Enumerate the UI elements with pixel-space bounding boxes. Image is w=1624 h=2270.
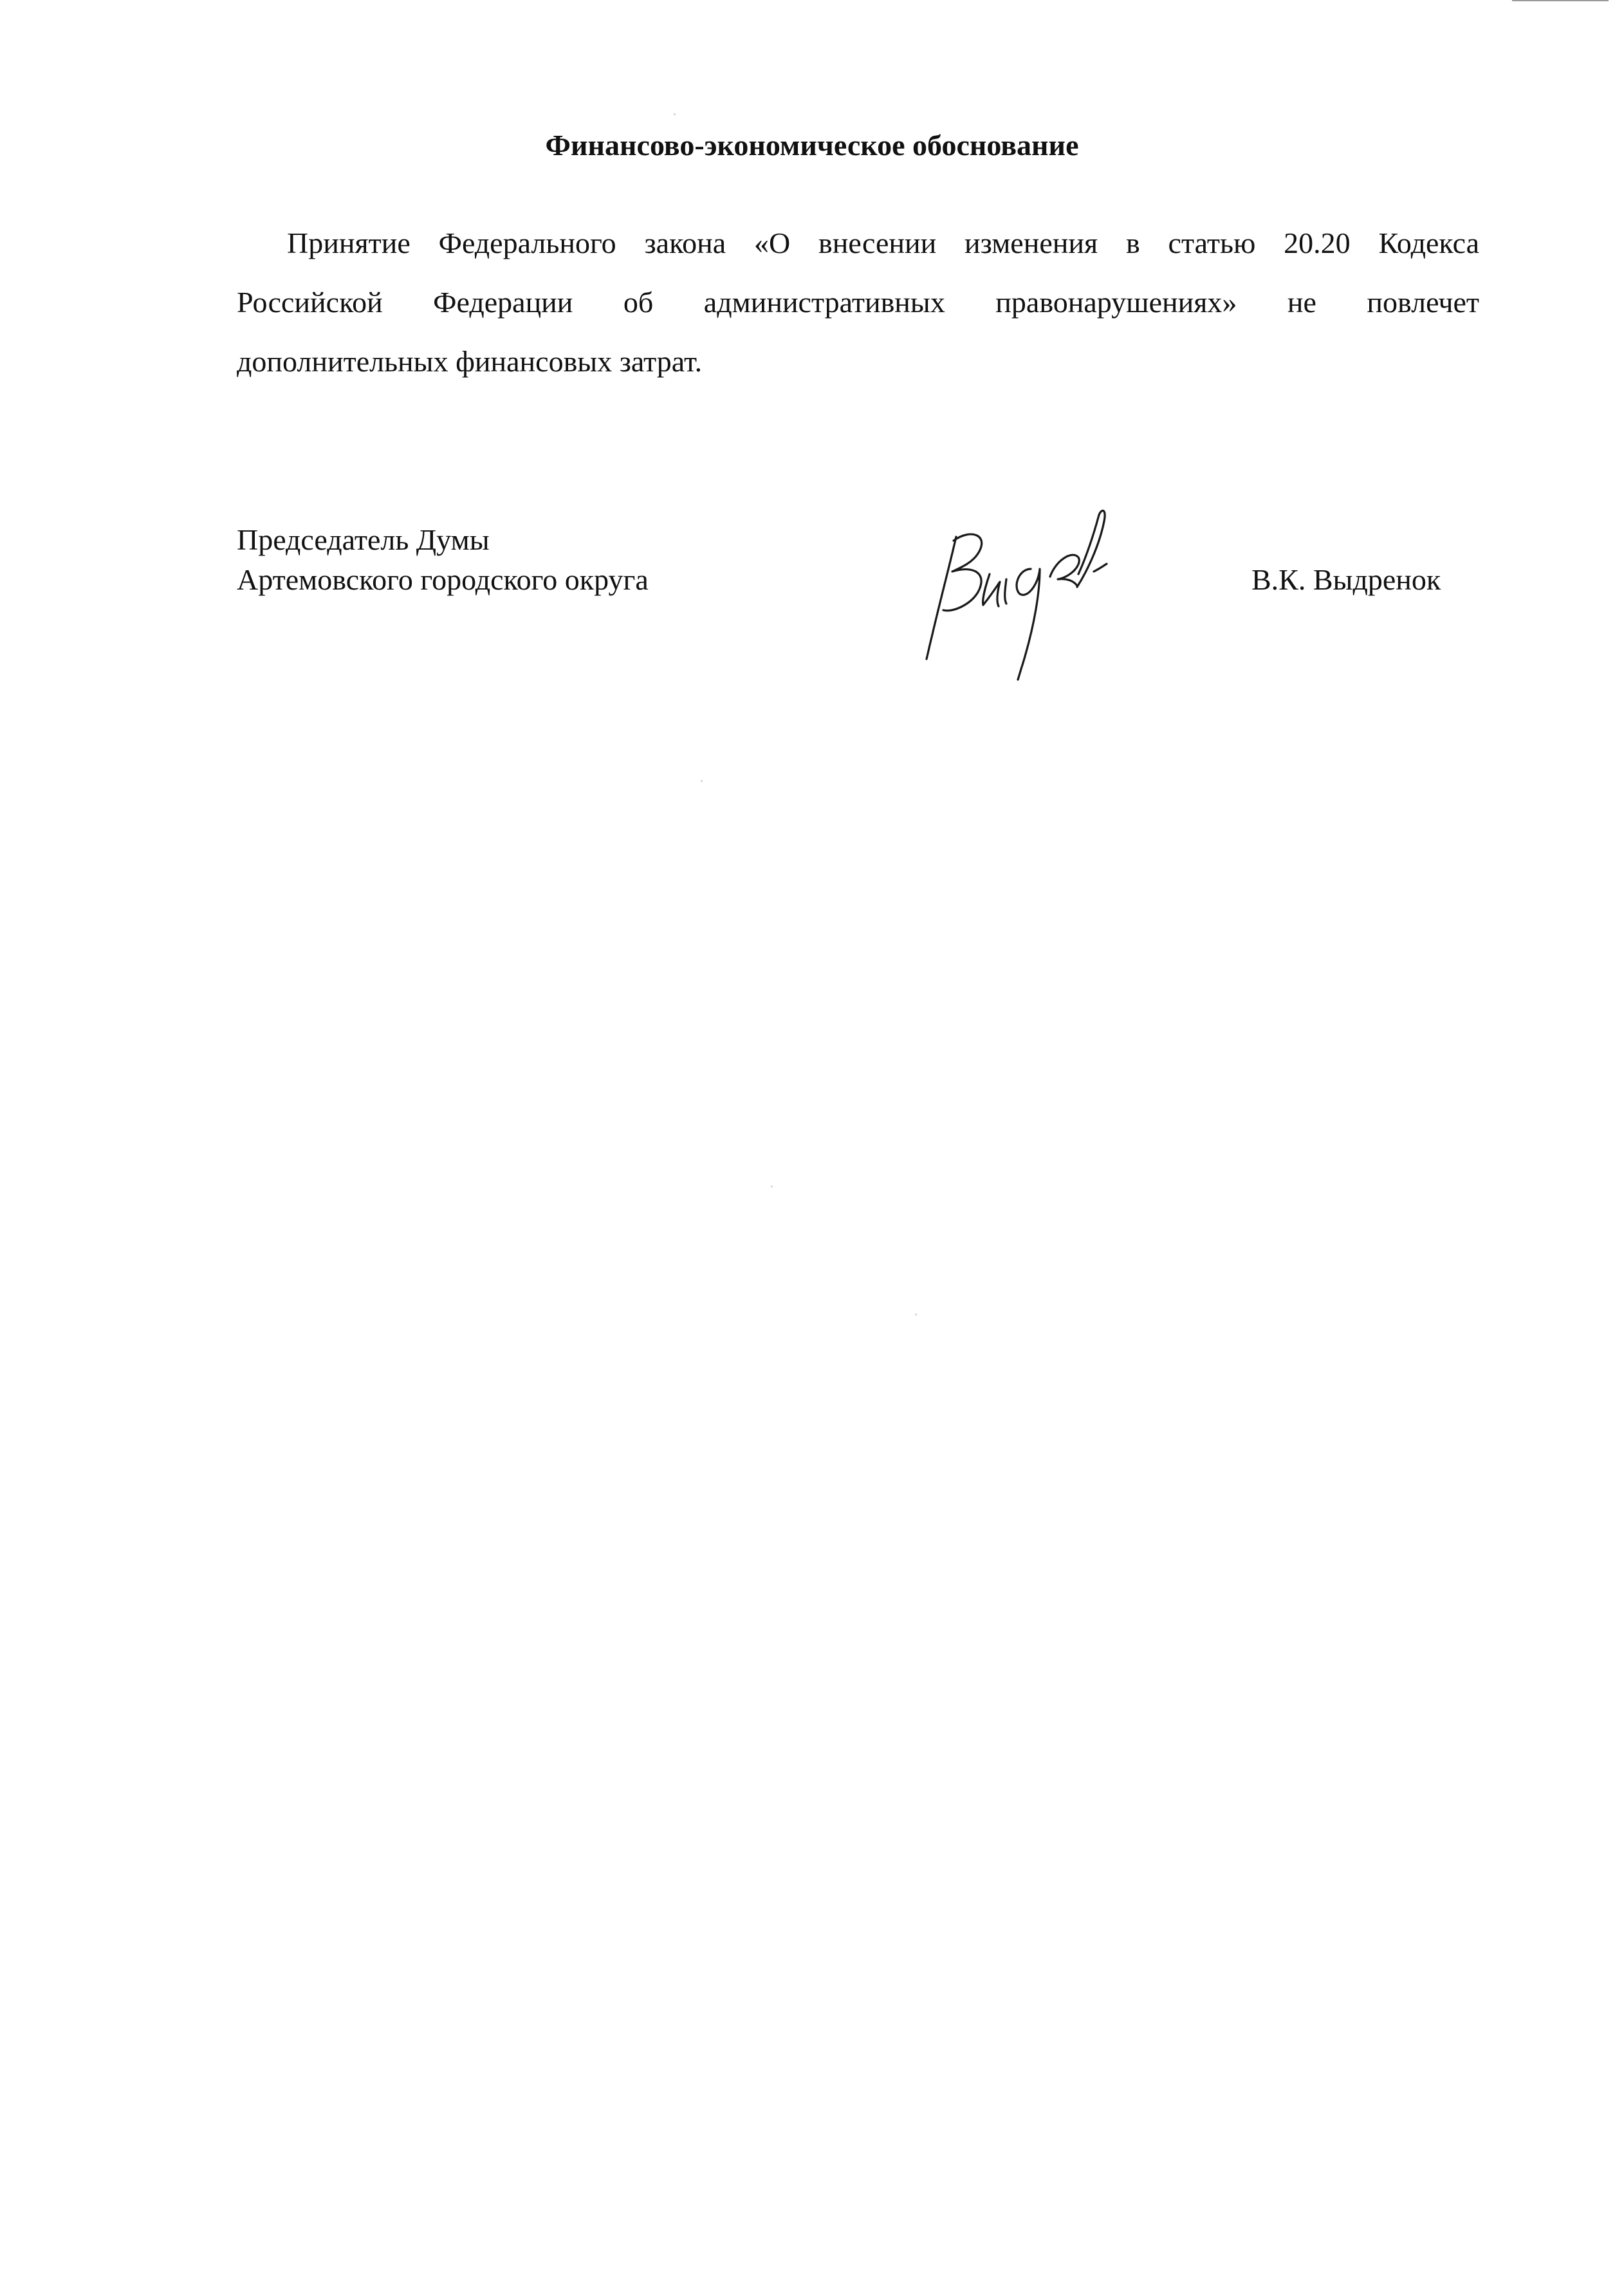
- scan-speck: [701, 780, 703, 782]
- paragraph-line: Принятие Федерального закона «О внесении изменения в статью 20.20 Кодекса: [287, 227, 1479, 259]
- signer-name: В.К. Выдренок: [1251, 563, 1441, 596]
- signer-position-line: Артемовского городского округа: [237, 563, 649, 596]
- paragraph-line: Российской Федерации об административных правонарушениях» не повлечет: [237, 286, 1479, 319]
- scan-edge-mark: [1512, 0, 1609, 1]
- justification-paragraph: [237, 214, 1479, 391]
- scan-speck: [915, 1314, 917, 1316]
- handwritten-signature: [881, 502, 1126, 682]
- signer-position-line: Председатель Думы: [237, 523, 490, 556]
- document-title: Финансово-экономическое обоснование: [545, 129, 1079, 162]
- paragraph-line: дополнительных финансовых затрат.: [237, 345, 703, 378]
- scan-speck: [771, 1186, 773, 1187]
- scan-speck: [674, 113, 676, 115]
- signer-position: [237, 520, 649, 600]
